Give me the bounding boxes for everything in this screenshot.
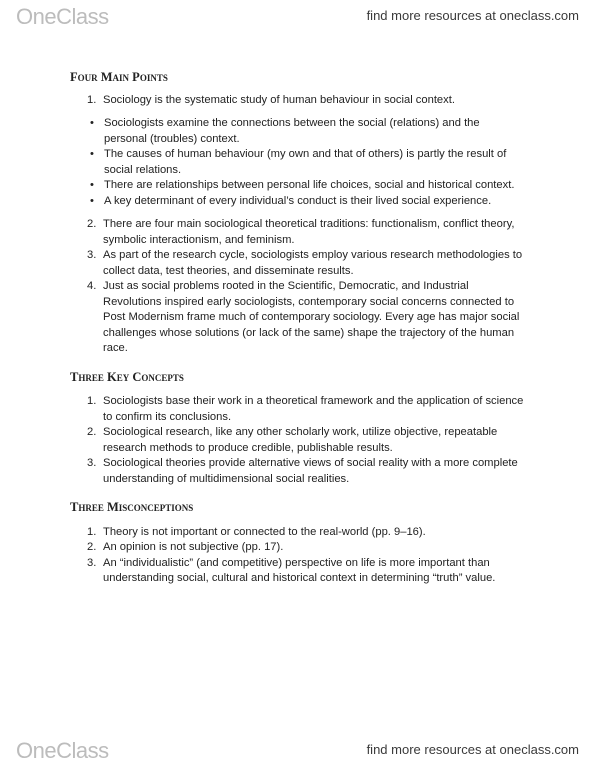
list-number: 2. <box>87 426 97 438</box>
list-number: 4. <box>87 280 97 292</box>
list-item <box>70 540 525 556</box>
list-item-text: Sociological research, like any other scholarly work, utilize objective, repeatable research methods to produce credible, publishable results. <box>103 426 498 454</box>
main-point-1 <box>70 93 525 109</box>
bullet-list <box>70 116 525 209</box>
header-resources-link[interactable]: find more resources at oneclass.com <box>366 8 579 23</box>
section-heading-main-points: Four Main Points <box>70 70 168 84</box>
list-item <box>70 556 525 587</box>
document-body <box>70 70 525 587</box>
bullet-item: • A key determinant of every individual’s conduct is their lived social experience. <box>70 194 525 210</box>
list-number: 1. <box>87 93 97 106</box>
list-item <box>70 525 525 541</box>
list-item-text: Sociological theories provide alternative views of social reality with a more complete understanding of multidimensional social realities. <box>103 457 518 485</box>
bullet-item: • Sociologists examine the connections between the social (relations) and the personal (troubles) context. <box>70 116 525 147</box>
list-item-text: There are four main sociological theoretical traditions: functionalism, conflict theory, symbolic interactionism, and feminism. <box>103 218 515 246</box>
header-bar <box>0 0 595 34</box>
misconceptions-list <box>70 525 525 587</box>
bullet-item: • The causes of human behaviour (my own and that of others) is partly the result of social relations. <box>70 147 525 178</box>
list-item <box>70 248 525 279</box>
list-item-text: An “individualistic” (and competitive) perspective on life is more important than understanding social, cultural and historical context in determining “truth” value. <box>103 556 496 584</box>
list-item <box>70 425 525 456</box>
footer-bar <box>0 736 595 770</box>
key-concepts-list <box>70 394 525 487</box>
main-points-list <box>70 217 525 357</box>
oneclass-logo[interactable]: OneClass <box>16 4 109 29</box>
list-number: 3. <box>87 457 97 469</box>
list-item-text: Just as social problems rooted in the Scientific, Democratic, and Industrial Revolutions inspired early sociologists, contemporary social concerns connected to Post Modernism frame much of contemporary sociology. Every age has major social challenges whose solutions (or lack of the same) shape the trajectory of the human race. <box>103 280 520 354</box>
list-item-text: Theory is not important or connected to the real-world (pp. 9–16). <box>103 525 426 538</box>
list-number: 1. <box>87 525 97 538</box>
oneclass-logo[interactable]: OneClass <box>16 738 109 763</box>
list-item <box>70 456 525 487</box>
list-item <box>70 217 525 248</box>
bullet-item: • There are relationships between personal life choices, social and historical context. <box>70 178 525 194</box>
list-number: 1. <box>87 395 97 407</box>
section-heading-key-concepts: Three Key Concepts <box>70 369 184 384</box>
list-item-text: An opinion is not subjective (pp. 17). <box>103 541 284 553</box>
list-item <box>70 279 525 357</box>
list-number: 3. <box>87 249 97 261</box>
list-item-text: Sociology is the systematic study of human behaviour in social context. <box>103 93 455 106</box>
section-heading-misconceptions: Three Misconceptions <box>70 500 194 514</box>
list-item-text: As part of the research cycle, sociologists employ various research methodologies to collect data, test theories, and disseminate results. <box>103 249 523 277</box>
list-number: 2. <box>87 218 97 230</box>
list-item-text: Sociologists base their work in a theoretical framework and the application of science to confirm its conclusions. <box>103 395 524 423</box>
list-number: 2. <box>87 541 97 553</box>
list-number: 3. <box>87 556 97 569</box>
footer-resources-link[interactable]: find more resources at oneclass.com <box>366 742 579 757</box>
list-item <box>70 394 525 425</box>
